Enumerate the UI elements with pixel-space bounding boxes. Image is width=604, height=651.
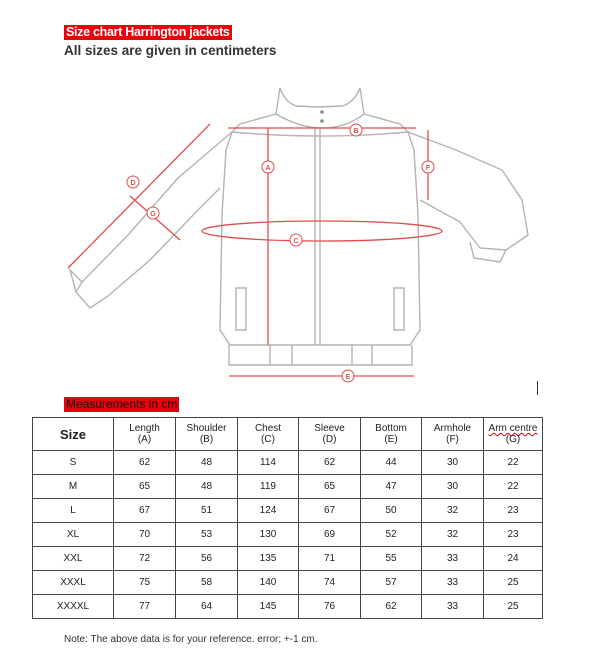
cell-armhole: 30 [422,475,484,499]
header-arm-centre: Arm centre (G) [484,418,543,451]
header-length: Length (A) [114,418,176,451]
cell-bottom: 55 [361,547,422,571]
cell-armhole: 32 [422,523,484,547]
cell-sleeve: 62 [299,451,361,475]
table-header-row [33,418,543,451]
cell-shoulder: 48 [176,451,238,475]
cell-shoulder: 48 [176,475,238,499]
cell-length: 65 [114,475,176,499]
header-chest: Chest (C) [238,418,299,451]
cell-shoulder: 53 [176,523,238,547]
cell-length: 77 [114,595,176,619]
cell-bottom: 52 [361,523,422,547]
cell-chest: 145 [238,595,299,619]
cell-size: L [33,499,114,523]
cell-arm-centre: 23 [484,499,543,523]
header-shoulder: Shoulder (B) [176,418,238,451]
cell-length: 75 [114,571,176,595]
size-table [32,417,543,619]
cell-size: XXL [33,547,114,571]
marker-b: B [353,128,359,135]
header-armhole: Armhole (F) [422,418,484,451]
cell-chest: 114 [238,451,299,475]
cell-bottom: 47 [361,475,422,499]
cell-length: 72 [114,547,176,571]
table-row [33,571,543,595]
table-row [33,475,543,499]
table-row [33,595,543,619]
header-size: Size [33,418,114,451]
cell-arm-centre: 25 [484,595,543,619]
measure-markers [127,124,434,382]
marker-a: A [265,165,271,172]
cell-length: 67 [114,499,176,523]
marker-f: F [425,165,431,172]
cell-chest: 124 [238,499,299,523]
collar-buttons [320,110,324,123]
cell-bottom: 62 [361,595,422,619]
cell-arm-centre: 25 [484,571,543,595]
cell-size: S [33,451,114,475]
cell-arm-centre: 22 [484,475,543,499]
section-title: Measurements in cm [66,397,178,411]
marker-c: C [293,238,299,245]
cell-chest: 130 [238,523,299,547]
cell-size: XXXXL [33,595,114,619]
cell-chest: 140 [238,571,299,595]
cell-sleeve: 76 [299,595,361,619]
cell-chest: 135 [238,547,299,571]
cell-sleeve: 74 [299,571,361,595]
cell-shoulder: 64 [176,595,238,619]
header-sleeve: Sleeve (D) [299,418,361,451]
cell-size: XL [33,523,114,547]
cell-sleeve: 71 [299,547,361,571]
cell-shoulder: 51 [176,499,238,523]
table-row [33,547,543,571]
measure-lines [68,124,442,376]
table-row [33,523,543,547]
marker-d: D [130,180,136,187]
table-row [33,451,543,475]
header-bottom: Bottom (E) [361,418,422,451]
cell-bottom: 57 [361,571,422,595]
cell-shoulder: 58 [176,571,238,595]
cell-bottom: 50 [361,499,422,523]
jacket-outline [70,88,528,365]
cell-bottom: 44 [361,451,422,475]
cell-arm-centre: 22 [484,451,543,475]
cell-arm-centre: 23 [484,523,543,547]
measure-marker-labels [130,128,430,381]
marker-e: E [345,374,351,381]
footnote: Note: The above data is for your reference. error; +-1 cm. [64,634,318,645]
cell-armhole: 32 [422,499,484,523]
cell-sleeve: 67 [299,499,361,523]
page-subtitle: All sizes are given in centimeters [64,43,277,58]
cell-size: XXXL [33,571,114,595]
cell-armhole: 30 [422,451,484,475]
cell-length: 70 [114,523,176,547]
cell-armhole: 33 [422,547,484,571]
cell-size: M [33,475,114,499]
table-row [33,499,543,523]
cell-armhole: 33 [422,595,484,619]
cell-length: 62 [114,451,176,475]
cell-chest: 119 [238,475,299,499]
cell-sleeve: 65 [299,475,361,499]
text-cursor [537,381,538,395]
marker-g: G [150,211,156,218]
cell-shoulder: 56 [176,547,238,571]
cell-armhole: 33 [422,571,484,595]
cell-arm-centre: 24 [484,547,543,571]
cell-sleeve: 69 [299,523,361,547]
page-title: Size chart Harrington jackets [66,25,230,39]
